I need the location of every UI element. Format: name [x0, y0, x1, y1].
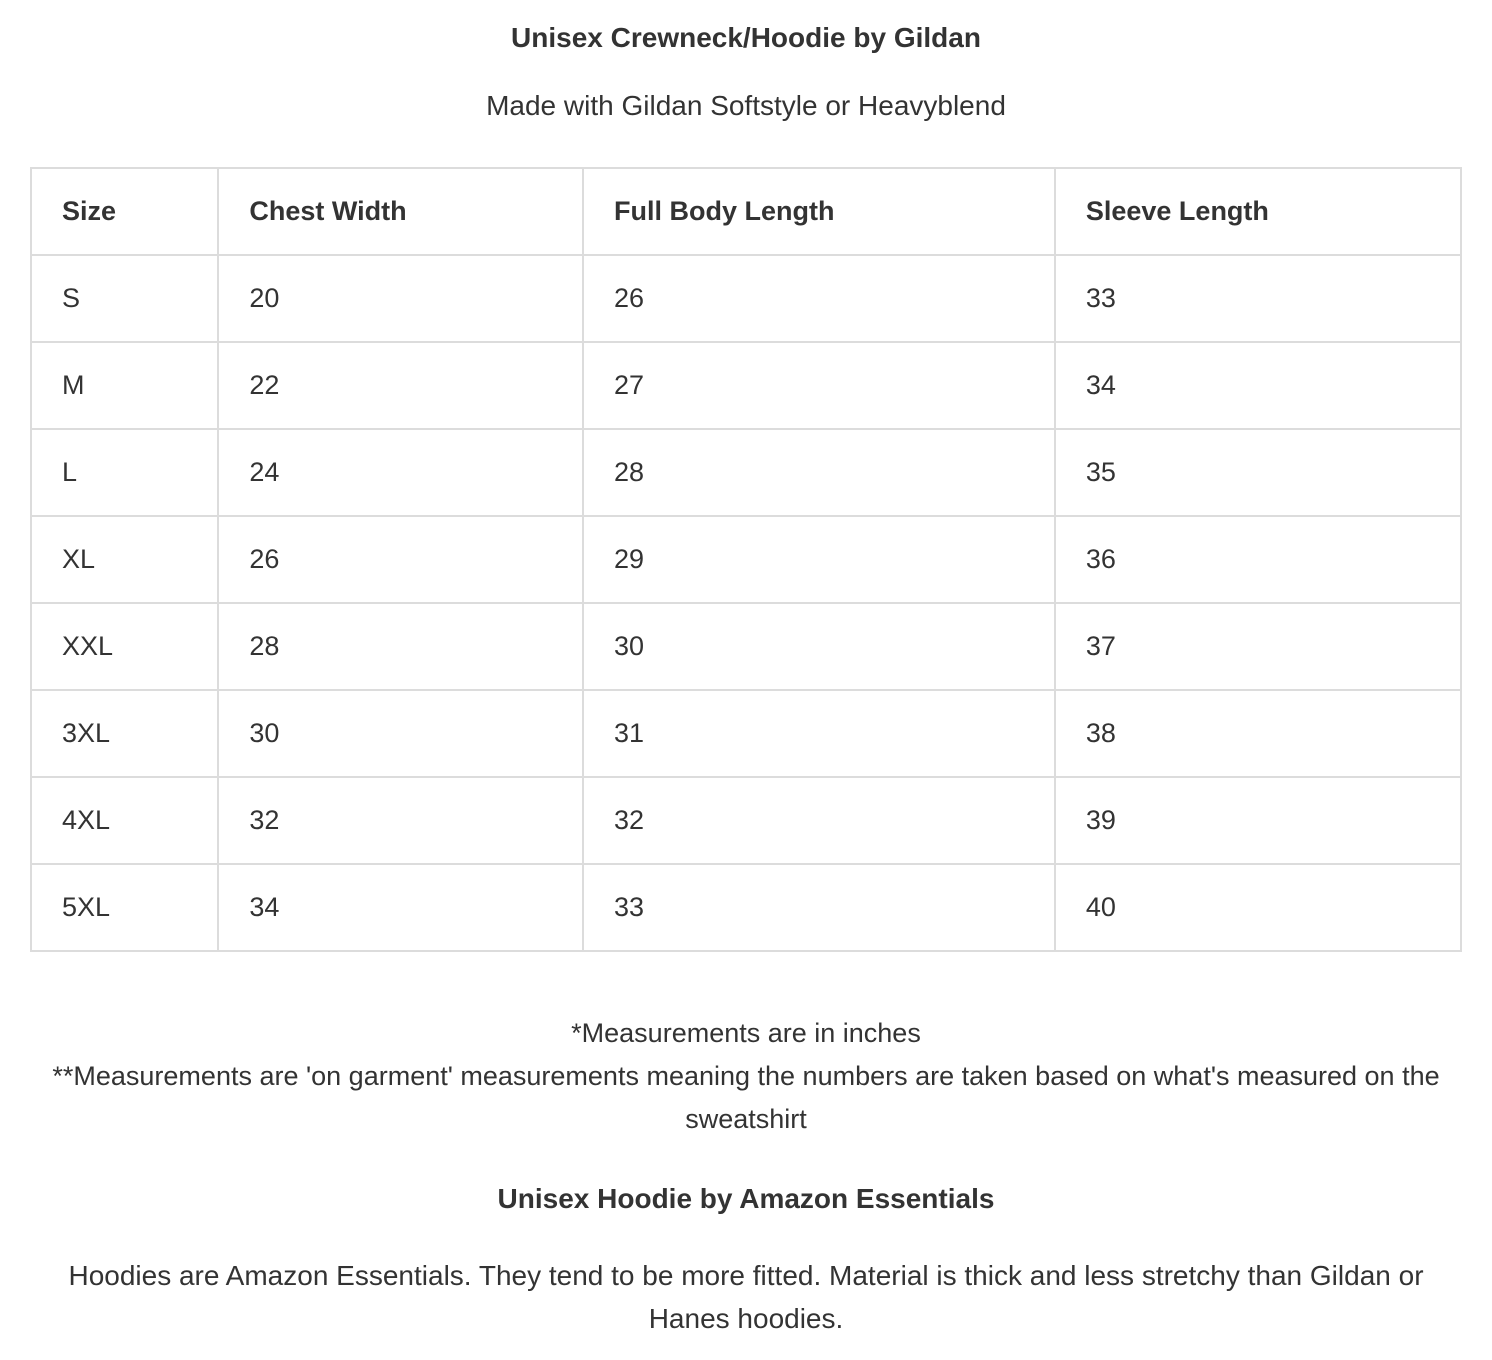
measurement-cell: 20 [218, 255, 583, 342]
column-header-size: Size [31, 168, 218, 255]
column-header-full-body-length: Full Body Length [583, 168, 1055, 255]
measurement-cell: 22 [218, 342, 583, 429]
header-row [31, 168, 1461, 255]
table-row-3xl [31, 690, 1461, 777]
measurement-cell: 34 [218, 864, 583, 951]
measurement-cell: 28 [218, 603, 583, 690]
measurement-cell: 28 [583, 429, 1055, 516]
size-label-cell: XXL [31, 603, 218, 690]
measurement-cell: 26 [583, 255, 1055, 342]
measurement-cell: 30 [583, 603, 1055, 690]
measurement-cell: 38 [1055, 690, 1461, 777]
size-label-cell: XL [31, 516, 218, 603]
table-row-m [31, 342, 1461, 429]
amazon-essentials-heading: Unisex Hoodie by Amazon Essentials [497, 1183, 995, 1214]
table-row-5xl [31, 864, 1461, 951]
measurement-cell: 32 [218, 777, 583, 864]
measurement-cell: 33 [583, 864, 1055, 951]
note-on-garment: **Measurements are 'on garment' measurements meaning the numbers are taken based on what's measured on the sweatshirt [52, 1061, 1440, 1134]
measurement-cell: 31 [583, 690, 1055, 777]
measurement-cell: 32 [583, 777, 1055, 864]
measurement-notes [30, 1012, 1462, 1141]
measurement-cell: 24 [218, 429, 583, 516]
measurement-cell: 37 [1055, 603, 1461, 690]
amazon-essentials-description: Hoodies are Amazon Essentials. They tend to be more fitted. Material is thick and less stretchy than Gildan or Hanes hoodies. [68, 1260, 1424, 1334]
measurement-cell: 33 [1055, 255, 1461, 342]
size-label-cell: L [31, 429, 218, 516]
table-row-4xl [31, 777, 1461, 864]
size-label-cell: 5XL [31, 864, 218, 951]
measurement-cell: 35 [1055, 429, 1461, 516]
measurement-cell: 26 [218, 516, 583, 603]
measurement-cell: 34 [1055, 342, 1461, 429]
table-row-s [31, 255, 1461, 342]
measurement-cell: 27 [583, 342, 1055, 429]
table-row-xxl [31, 603, 1461, 690]
measurement-cell: 39 [1055, 777, 1461, 864]
measurement-cell: 36 [1055, 516, 1461, 603]
measurement-cell: 40 [1055, 864, 1461, 951]
page-subtitle: Made with Gildan Softstyle or Heavyblend [486, 90, 1006, 121]
table-row-l [31, 429, 1461, 516]
size-label-cell: 3XL [31, 690, 218, 777]
measurement-cell: 29 [583, 516, 1055, 603]
size-chart-body [31, 255, 1461, 951]
table-row-xl [31, 516, 1461, 603]
note-inches: *Measurements are in inches [571, 1018, 921, 1048]
column-header-sleeve-length: Sleeve Length [1055, 168, 1461, 255]
size-label-cell: M [31, 342, 218, 429]
size-label-cell: 4XL [31, 777, 218, 864]
measurement-cell: 30 [218, 690, 583, 777]
size-chart-header [31, 168, 1461, 255]
column-header-chest-width: Chest Width [218, 168, 583, 255]
size-chart-table [30, 167, 1462, 952]
size-label-cell: S [31, 255, 218, 342]
page-title: Unisex Crewneck/Hoodie by Gildan [511, 22, 981, 53]
